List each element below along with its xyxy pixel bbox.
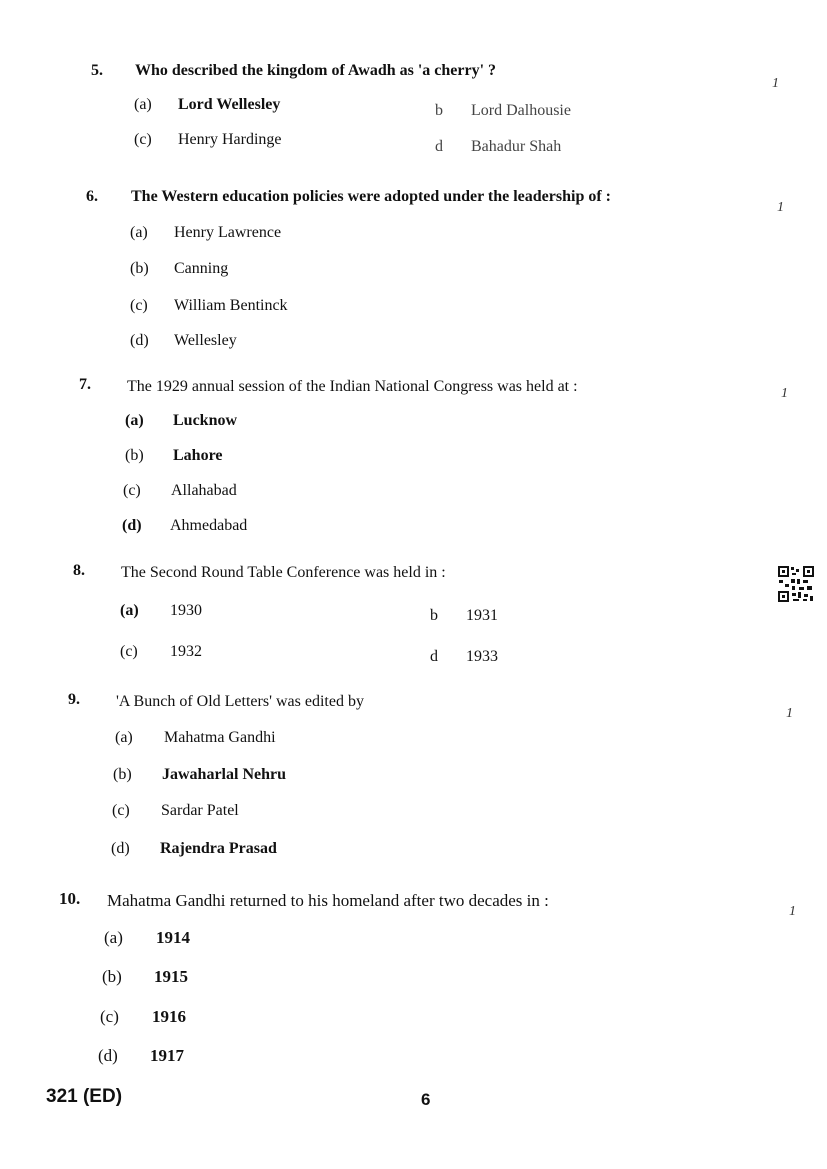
question-text: Who described the kingdom of Awadh as 'a cherry' ? [135, 62, 497, 79]
option-label: (d) [130, 332, 149, 349]
question-text: The Second Round Table Conference was held in : [121, 564, 446, 581]
option-d [435, 138, 561, 156]
question-number: 5. [91, 62, 103, 79]
qr-code-icon [777, 565, 815, 603]
option-text: Ahmedabad [170, 517, 248, 534]
option-text: Bahadur Shah [471, 138, 562, 155]
option-text: Lucknow [173, 412, 238, 429]
marks: 1 [786, 706, 793, 721]
option-label: (c) [134, 131, 152, 148]
option-b [130, 260, 228, 278]
option-text: 1915 [154, 967, 188, 986]
option-a [125, 412, 237, 430]
option-text: 1932 [170, 643, 202, 660]
marks: 1 [789, 904, 796, 919]
marks: 1 [781, 386, 788, 401]
option-text: Lord Dalhousie [471, 102, 571, 119]
option-text: Mahatma Gandhi [164, 729, 276, 746]
option-d [111, 840, 277, 858]
option-text: 1931 [466, 607, 498, 624]
option-text: Canning [174, 260, 229, 277]
option-label: (b) [113, 766, 132, 783]
option-label: b [430, 607, 438, 624]
option-label: (d) [111, 840, 130, 857]
paper-code: 321 (ED) [46, 1086, 123, 1107]
option-a [130, 224, 281, 242]
option-b [102, 967, 188, 987]
option-b [430, 607, 498, 625]
option-label: (d) [122, 517, 142, 534]
option-b [435, 102, 571, 120]
option-c [100, 1007, 186, 1027]
option-text: William Bentinck [174, 297, 288, 314]
option-d [98, 1046, 184, 1066]
option-label: (a) [130, 224, 148, 241]
option-label: d [430, 648, 438, 665]
option-text: 1914 [156, 928, 190, 947]
question-number: 8. [73, 562, 85, 579]
option-label: (c) [123, 482, 141, 499]
marks: 1 [772, 76, 779, 91]
question-number: 10. [59, 889, 81, 908]
question-text: The 1929 annual session of the Indian National Congress was held at : [127, 378, 578, 395]
marks: 1 [777, 200, 784, 215]
option-d [430, 648, 498, 666]
question-text: Mahatma Gandhi returned to his homeland after two decades in : [107, 891, 549, 910]
option-label: (b) [102, 967, 122, 986]
option-label: (d) [98, 1046, 118, 1065]
option-text: Henry Hardinge [178, 131, 282, 148]
option-label: (c) [100, 1007, 119, 1026]
option-text: Lahore [173, 447, 223, 464]
option-label: (b) [130, 260, 149, 277]
option-label: (b) [125, 447, 144, 464]
option-text: 1916 [152, 1007, 186, 1026]
option-label: (a) [125, 412, 144, 429]
option-label: d [435, 138, 443, 155]
option-a [134, 96, 280, 114]
option-text: 1930 [170, 602, 202, 619]
page-number: 6 [421, 1090, 431, 1109]
option-label: (c) [120, 643, 138, 660]
option-c [130, 297, 288, 315]
option-text: 1917 [150, 1046, 184, 1065]
option-label: (a) [115, 729, 133, 746]
question-number: 6. [86, 188, 98, 205]
option-d [130, 332, 237, 350]
option-c [134, 131, 282, 149]
question-number: 7. [79, 376, 91, 393]
option-c [123, 482, 237, 500]
option-label: (a) [104, 928, 123, 947]
option-label: (a) [120, 602, 139, 619]
question-text: The Western education policies were adopted under the leadership of : [131, 188, 611, 205]
option-a [115, 729, 276, 747]
option-text: Rajendra Prasad [160, 840, 277, 857]
option-text: Jawaharlal Nehru [162, 766, 286, 783]
option-text: Henry Lawrence [174, 224, 282, 241]
question-number: 9. [68, 691, 80, 708]
option-a [120, 602, 202, 620]
question-text: 'A Bunch of Old Letters' was edited by [116, 693, 364, 710]
option-a [104, 928, 190, 948]
option-text: Allahabad [171, 482, 237, 499]
option-label: (a) [134, 96, 152, 113]
option-text: Lord Wellesley [178, 96, 281, 113]
option-label: b [435, 102, 443, 119]
option-text: Sardar Patel [161, 802, 239, 819]
option-text: 1933 [466, 648, 498, 665]
option-c [120, 643, 202, 661]
option-label: (c) [112, 802, 130, 819]
option-b [125, 447, 222, 465]
option-label: (c) [130, 297, 148, 314]
option-text: Wellesley [174, 332, 237, 349]
option-c [112, 802, 239, 820]
option-b [113, 766, 286, 784]
option-d [122, 517, 247, 535]
